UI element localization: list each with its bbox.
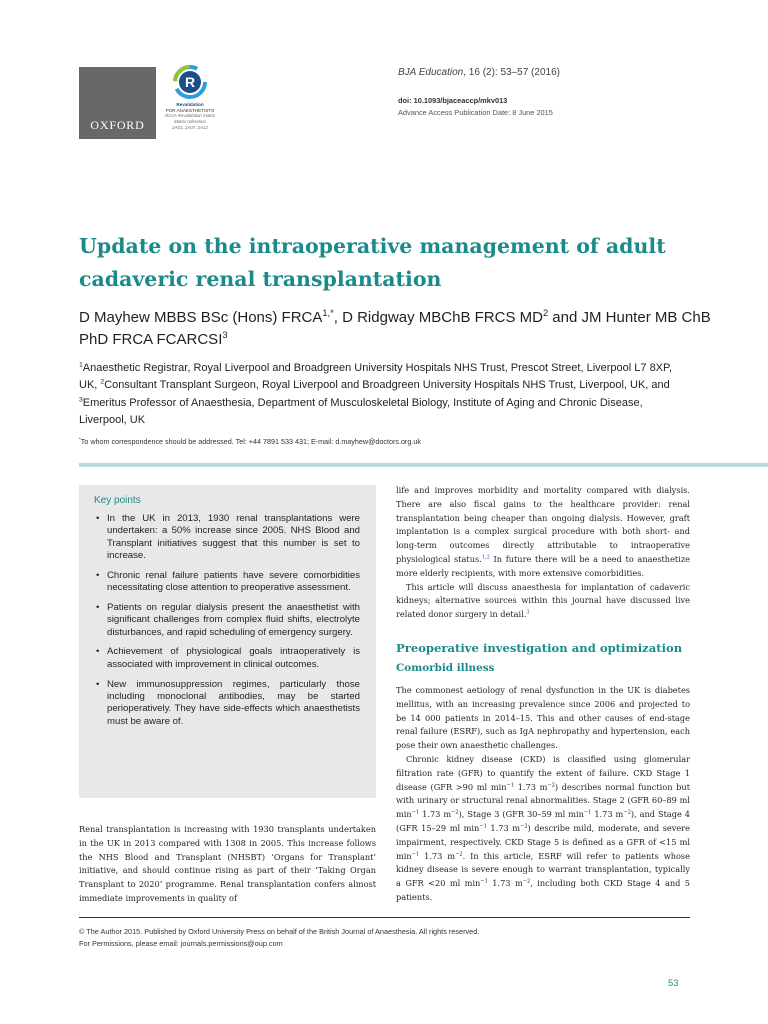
key-point-item: • Patients on regular dialysis present the anaesthetist with significant challenges from complex fluid shifts, electrolyte disturbances, and rapid scheduling of emergency surgery. [94, 602, 360, 639]
key-points-box [79, 485, 376, 798]
doi-link[interactable]: doi: 10.1093/bjaceaccp/mkv013 [398, 96, 508, 105]
permissions-email: For Permissions, please email: journals.permissions@oup.com [79, 938, 283, 948]
header-divider [79, 463, 768, 467]
footer-divider [79, 917, 690, 918]
oxford-logo-text: OXFORD [90, 118, 145, 132]
revalidation-badge [160, 62, 220, 142]
right-column-intro [396, 484, 690, 622]
ckd-paragraph: Chronic kidney disease (CKD) is classified using glomerular filtration rate (GFR) to quantify the extent of failure. CKD Stage 1 disease (GFR >90 ml $\min^{-1} 1.73$ $m^{-2}$) describes normal function but with urinary or structural renal abnormalities. Stage 2 (GFR 60–89 ml $\min^{-1} 1.73$ $m^{-2}$), Stage 3 (GFR 30–59 ml $\min^{-1} 1.73$ $m^{-2}$), and Stage 4 (GFR 15–29 ml $\min^{-1} 1.73$ $m^{-2}$) describe mild, moderate, and severe impairment, respectively. CKD Stage 5 is defined as a GFR of <15 ml $\min^{-1} 1.73$ $m^{-2}$. In this article, ESRF will refer to patients whose kidney disease is severe enough to warrant transplantation, typically a GFR <20 ml $\min^{-1} 1.73$ $m^{-2}$, including both CKD Stage 4 and 5 patients. [396, 753, 691, 902]
publication-date: Advance Access Publication Date: 8 June 2015 [398, 108, 553, 117]
revalidation-brand: Revalidation FOR ANAESTHETISTS [165, 102, 215, 113]
key-point-item: • In the UK in 2013, 1930 renal transplantations were undertaken: a 50% increase since 2005. NHS Blood and Transplant initiatives suggest that this number is set to increase. [94, 513, 360, 562]
key-point-item: • New immunosuppression regimes, particularly those including monoclonal antibodies, may be started perioperatively. They have side-effects which anaesthetists must be aware of. [94, 679, 360, 728]
key-point-item: • Achievement of physiological goals intraoperatively is associated with improvement in clinical outcomes. [94, 646, 360, 671]
citation-link[interactable]: 3 [526, 609, 530, 616]
revalidation-matrix: RCoA Revalidation matrix Matrix reference 2A03, 2A07, 2A12 [164, 113, 216, 130]
author-list: D Mayhew MBBS BSc (Hons) $FRCA^{1,*}$, D Ridgway MBChB FRCS $MD^2$ and JM Hunter MB ChB PhD FRCA FCARCSI$^3$ [79, 308, 711, 348]
key-point-item: • Chronic renal failure patients have severe comorbidities necessitating close attention to preoperative assessment. [94, 570, 360, 595]
key-points-heading: Key points [94, 495, 141, 506]
oxford-publisher-logo [79, 67, 156, 139]
journal-citation: BJA Education, 16 (2): 53–57 (2016) [398, 67, 560, 78]
author-affiliations: $^1$Anaesthetic Registrar, Royal Liverpool and Broadgreen University Hospitals NHS Trust, Prescot Street, Liverpool L7 8XP, UK, $^2$Consultant Transplant Surgeon, Royal Liverpool and Broadgreen University Hospitals NHS Trust, Liverpool, UK, and $^3$Emeritus Professor of Anaesthesia, Department of Musculoskeletal Biology, Institute of Aging and Chronic Disease, Liverpool, UK [79, 361, 672, 426]
section-heading: Preoperative investigation and optimization [396, 641, 683, 655]
correspondence-note: *To whom correspondence should be addressed. Tel: +44 7891 533 431; E-mail: d.mayhew@doctors.org.uk [79, 436, 421, 446]
copyright-notice: © The Author 2015. Published by Oxford University Press on behalf of the British Journal of Anaesthesia. All rights reserved. For Permissions, please email: journals.permissions@oup.com [79, 926, 691, 950]
intro-paragraph-left: Renal transplantation is increasing with 1930 transplants undertaken in the UK in 2013 compared with 1308 in 2005. This increase follows the NHS Blood and Transplant (NHSBT) ‘Organs for Transplant’ initiative, and should continue rising as part of their ‘Taking Organ Transplant to 2020’ programme. Renal transplantation confers almost immediate improvements in quality of [79, 824, 376, 903]
revalidation-r-icon [172, 64, 208, 100]
key-points-list [94, 513, 360, 728]
citation-link[interactable]: 1,2 [481, 554, 490, 561]
page-number: 53 [668, 977, 679, 988]
right-column-comorbid [396, 684, 690, 905]
intro-paragraph-right: life and improves morbidity and mortality compared with dialysis. There are also fiscal gains to the healthcare provider: renal transplantation being cheaper than ongoing dialysis. However, graft implantation is a complex surgical procedure with both short- and long-term outcomes directly attributable to intraoperative physiological status.$^{1,2}$ In future there will be a need to anaesthetize more elderly recipients, with more extensive comorbidities. [396, 485, 690, 578]
scope-paragraph: This article will discuss anaesthesia for implantation of cadaveric kidneys; alternative sources within this journal have discussed live related donor surgery in detail.$^3$ [396, 581, 690, 620]
subsection-heading: Comorbid illness [396, 662, 495, 674]
revalidation-letter: R [184, 74, 196, 90]
comorbid-paragraph: The commonest aetiology of renal dysfunction in the UK is diabetes mellitus, with an increasing prevalence since 2006 and projected to be 14 000 patients in 2014–15. This and other causes of end-stage renal failure (ESRF), such as IgA nephropathy and hypertension, each pose their own anaesthetic challenges. [396, 685, 690, 751]
article-title: Update on the intraoperative management of adult cadaveric renal transplantation [79, 234, 666, 291]
